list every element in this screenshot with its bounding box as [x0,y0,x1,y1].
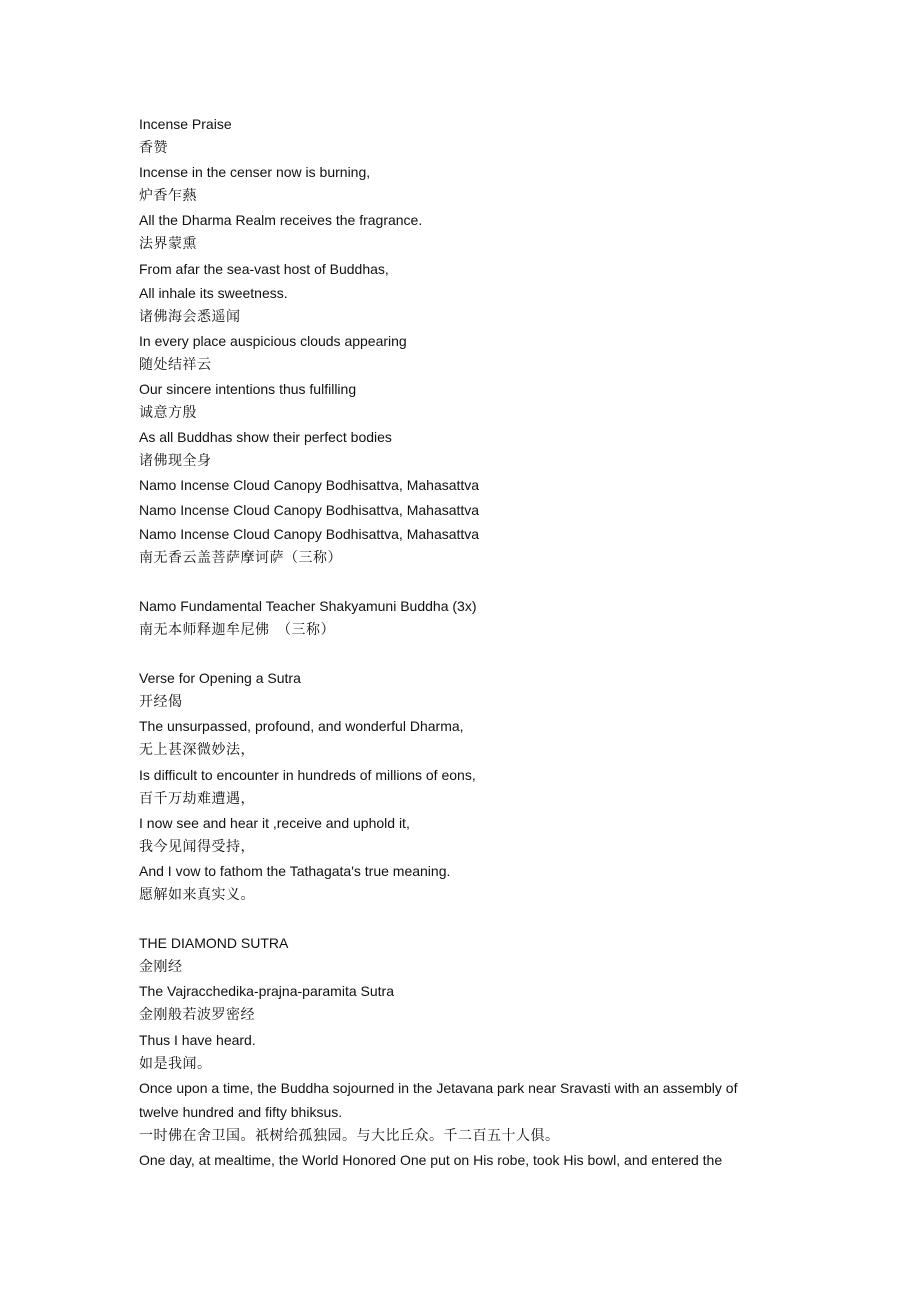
chinese-text-line: 金刚经 [139,959,183,976]
chinese-text-line: 炉香乍爇 [139,188,197,205]
chinese-text-line: 法界蒙熏 [139,236,197,253]
english-text-line: Namo Fundamental Teacher Shakyamuni Buddha (3x) [139,597,477,614]
english-text-line: Namo Incense Cloud Canopy Bodhisattva, Mahasattva [139,477,480,494]
english-text-line: Verse for Opening a Sutra [139,670,301,687]
english-text-line: twelve hundred and fifty bhiksus. [139,1103,343,1120]
english-text-line: The unsurpassed, profound, and wonderful Dharma, [139,718,464,735]
chinese-text-line: 我今见闻得受持， [139,838,255,855]
english-text-line: Our sincere intentions thus fulfilling [139,381,357,398]
english-text-line: Incense Praise [139,116,232,132]
english-text-line: One day, at mealtime, the World Honored One put on His robe, took His bowl, and entered the [139,1152,723,1169]
chinese-text-line: 如是我闻。 [139,1055,212,1072]
chinese-text-line: 开经偈 [139,694,183,711]
chinese-text-line: 金刚般若波罗密经 [139,1007,255,1024]
chinese-text-line: 诚意方殷 [139,405,197,422]
english-text-line: All inhale its sweetness. [139,284,288,301]
chinese-text-line: 无上甚深微妙法， [139,742,255,759]
chinese-text-line: 愿解如来真实义。 [139,887,255,903]
chinese-text-line: 诸佛海会悉遥闻 [139,308,241,325]
chinese-text-line: 百千万劫难遭遇， [139,790,255,807]
english-text-line: And I vow to fathom the Tathagata's true meaning. [139,862,451,879]
english-text-line: Namo Incense Cloud Canopy Bodhisattva, Mahasattva [139,501,480,518]
blank-line [139,642,799,666]
document-body [139,112,799,1172]
chinese-text-line: 诸佛现全身 [139,453,212,470]
english-text-line: Thus I have heard. [139,1031,256,1048]
english-text-line: From afar the sea-vast host of Buddhas, [139,260,389,277]
english-text-line: Namo Incense Cloud Canopy Bodhisattva, Mahasattva [139,525,480,542]
blank-line [139,570,799,594]
english-text-line: Is difficult to encounter in hundreds of millions of eons, [139,766,476,783]
blank-line [139,907,799,931]
english-text-line: Incense in the censer now is burning, [139,164,371,181]
chinese-text-line: 南无香云盖菩萨摩诃萨（三称） [139,549,342,566]
chinese-text-line: 一时佛在舍卫国。祇树给孤独园。与大比丘众。千二百五十人俱。 [139,1127,560,1144]
chinese-text-line: 南无本师释迦牟尼佛 （三称） [139,621,335,638]
english-text-line: THE DIAMOND SUTRA [139,935,289,952]
english-text-line: In every place auspicious clouds appearing [139,332,407,349]
english-text-line: All the Dharma Realm receives the fragrance. [139,212,423,229]
chinese-text-line: 香赞 [139,140,168,157]
english-text-line: I now see and hear it ,receive and uphold it, [139,814,410,831]
english-text-line: The Vajracchedika-prajna-paramita Sutra [139,983,394,1000]
chinese-text-line: 随处结祥云 [139,356,212,373]
english-text-line: Once upon a time, the Buddha sojourned in the Jetavana park near Sravasti with an assembly of [139,1079,738,1096]
english-text-line: As all Buddhas show their perfect bodies [139,429,392,446]
